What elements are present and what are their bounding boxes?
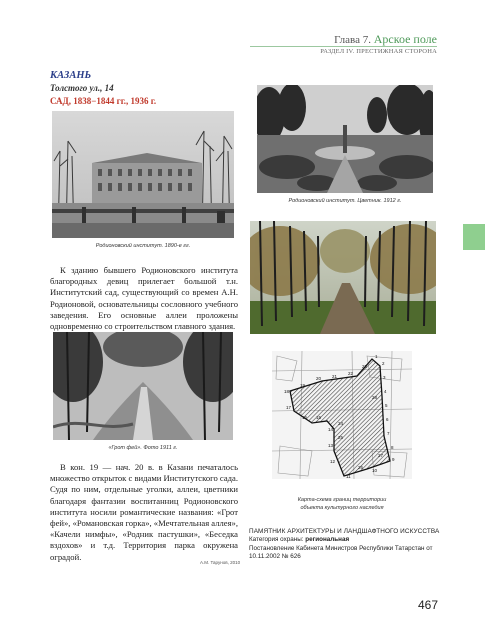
map-label: 25: [338, 435, 344, 440]
monument-category: [249, 536, 449, 544]
map-heritage-boundary: [272, 351, 412, 479]
map-label: 6: [386, 417, 389, 422]
map-label: 19: [300, 383, 306, 388]
paragraph-postcards-text: В кон. 19 — нач. 20 в. в Казани печаталось множество открыток с видами Институтского сада. Судя по ним, отдельные уголки, аллеи, цветники благодаря фантазии воспитанниц Родионовского института носили романтические названия: «Грот фей», «Романовская горка», «Мечтательная аллея», «Качели нимфы», «Родник пастушки», «Беседка вздохов» и т.д. Территория парка окружена оградой.: [50, 462, 238, 562]
map-label: 26: [358, 465, 364, 470]
map-label: 5: [385, 403, 388, 408]
map-label: 15: [316, 415, 322, 420]
map-label: 22: [348, 371, 354, 376]
paragraph-intro-text: К зданию бывшего Родионовского института благородных девиц прилегает большой т.н. Институтский сад, существующий со времен А.Н. Родионовой, основательницы сословного учебного заведения. Его основные аллеи проложены одновременно со строительством главного здания.: [50, 265, 238, 332]
map-label: 9: [392, 457, 395, 462]
map-label: 14: [328, 427, 334, 432]
map-label: 23: [362, 364, 368, 369]
photo-institute-building: [52, 111, 234, 238]
street-address: Толстого ул., 14: [50, 83, 114, 93]
map-label: 17: [286, 405, 292, 410]
photo-park-alley: [250, 221, 436, 334]
photo-fairy-grotto: [53, 332, 233, 440]
header-divider: [250, 46, 437, 47]
monument-info: [249, 528, 449, 562]
paragraph-intro: [50, 265, 238, 332]
map-label: 20: [316, 376, 322, 381]
chapter-header: [334, 32, 437, 47]
paragraph-postcards: [50, 462, 241, 565]
photo-fairy-grotto-image: [53, 332, 233, 440]
object-title: САД, 1838−1844 гг., 1936 г.: [50, 96, 157, 106]
map-label: 24: [338, 421, 344, 426]
category-value: региональная: [305, 536, 350, 544]
map-label: 13: [328, 443, 334, 448]
map-label: 21: [332, 374, 338, 379]
map-label: 2: [382, 361, 385, 366]
category-label: Категория охраны:: [249, 536, 304, 544]
map-label: 28: [372, 395, 378, 400]
chapter-side-tab: [463, 224, 485, 250]
map-label: 18: [284, 389, 290, 394]
map-label: 3: [383, 375, 386, 380]
map-label: 12: [330, 459, 336, 464]
map-label: 4: [384, 389, 387, 394]
caption-map-line1: Карта-схема границ территории: [297, 497, 387, 503]
caption-institute-building: Родионовский институт. 1890-е гг.: [95, 243, 191, 249]
monument-decree: Постановление Кабинета Министров Республики Татарстан от 10.11.2002 № 626: [249, 544, 433, 561]
photo-institute-building-image: [52, 111, 234, 238]
page-number: 467: [418, 598, 439, 612]
map-label: 11: [346, 474, 351, 479]
map-label: 7: [387, 431, 390, 436]
caption-flower-garden: Родионовский институт. Цветник. 1912 г.: [288, 198, 402, 204]
photo-park-alley-image: [250, 221, 436, 334]
map-label: 10: [372, 468, 378, 473]
map-label: 8: [391, 445, 394, 450]
map-heritage-boundary-image: [272, 351, 412, 479]
map-label: 1: [375, 354, 378, 359]
monument-heading: ПАМЯТНИК АРХИТЕКТУРЫ И ЛАНДШАФТНОГО ИСКУССТВА: [249, 528, 440, 535]
chapter-title: Арское поле: [373, 32, 437, 46]
photo-flower-garden-image: [257, 85, 433, 193]
photo-flower-garden: [257, 85, 433, 193]
author-credit: А.М. Тарунов, 2010: [200, 560, 241, 565]
city-name: КАЗАНЬ: [50, 70, 92, 81]
caption-fairy-grotto: «Грот фей». Фото 1911 г.: [108, 445, 178, 451]
map-label: 16: [302, 415, 308, 420]
caption-map-line2: объекта культурного наследия: [300, 505, 384, 511]
section-title: РАЗДЕЛ IV. ПРЕСТИЖНАЯ СТОРОНА: [320, 48, 437, 55]
chapter-prefix: Глава 7.: [334, 34, 371, 46]
map-label: 27: [378, 453, 384, 458]
